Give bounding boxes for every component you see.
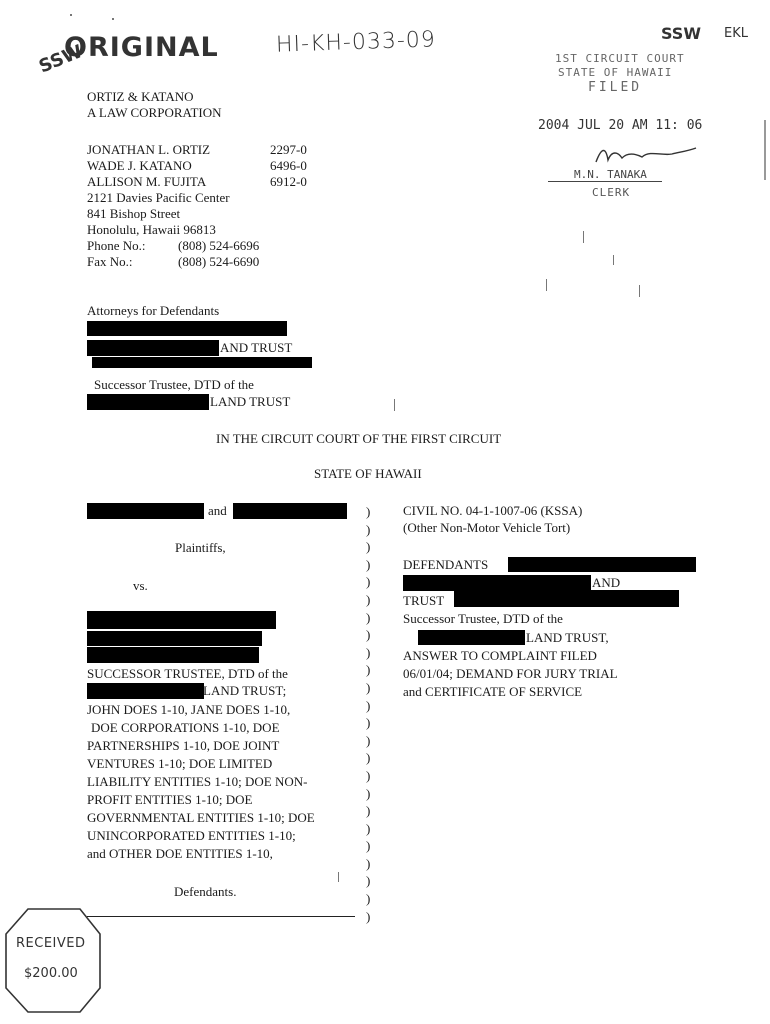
stamp-clerk-title: CLERK bbox=[592, 186, 631, 199]
fax-number: (808) 524-6690 bbox=[178, 254, 260, 269]
original-stamp: ORIGINAL bbox=[64, 32, 219, 63]
right-defendants: DEFENDANTS bbox=[403, 557, 489, 572]
doe-line: GOVERNMENTAL ENTITIES 1-10; DOE bbox=[87, 810, 315, 825]
redaction-box bbox=[418, 630, 525, 645]
defendant-land-trust: LAND TRUST; bbox=[203, 683, 287, 698]
scan-mark bbox=[338, 872, 339, 882]
plaintiffs-and: and bbox=[208, 503, 227, 518]
right-trust: TRUST bbox=[403, 593, 445, 608]
received-amount: $200.00 bbox=[24, 966, 78, 981]
attorney-1-name: JONATHAN L. ORTIZ bbox=[87, 142, 211, 157]
doe-line: PROFIT ENTITIES 1-10; DOE bbox=[87, 792, 253, 807]
doe-line: VENTURES 1-10; DOE LIMITED bbox=[87, 756, 273, 771]
scan-mark bbox=[639, 285, 640, 297]
redaction-box bbox=[454, 590, 679, 607]
scan-mark bbox=[613, 255, 614, 265]
redaction-box bbox=[87, 611, 276, 629]
ekl-initials: EKL bbox=[724, 26, 748, 41]
caption-rule bbox=[87, 916, 355, 917]
scan-mark bbox=[112, 18, 114, 20]
received-label: RECEIVED bbox=[16, 936, 86, 951]
court-title: IN THE CIRCUIT COURT OF THE FIRST CIRCUIT bbox=[216, 431, 502, 446]
redaction-box bbox=[233, 503, 347, 519]
doe-line: DOE CORPORATIONS 1-10, DOE bbox=[91, 720, 280, 735]
firm-address-2: 841 Bishop Street bbox=[87, 206, 181, 221]
redaction-box bbox=[508, 557, 696, 572]
redaction-box bbox=[87, 647, 259, 663]
attorneys-for-and-trust: AND TRUST bbox=[220, 340, 293, 355]
caption-parenthesis-column: ) ) ) ) ) ) ) ) ) ) ) ) ) ) ) ) ) ) ) ) ) ) ) ) bbox=[366, 504, 371, 924]
scan-mark bbox=[583, 231, 584, 243]
right-and: AND bbox=[592, 575, 621, 590]
answer-title-3: and CERTIFICATE OF SERVICE bbox=[403, 684, 583, 699]
clerk-signature bbox=[592, 142, 702, 168]
civil-number: CIVIL NO. 04-1-1007-06 (KSSA) bbox=[403, 503, 583, 518]
ssw-initials-right: SSW bbox=[661, 24, 701, 43]
redaction-box bbox=[87, 321, 287, 336]
attorneys-for-successor: Successor Trustee, DTD of the bbox=[94, 377, 254, 392]
attorney-2-name: WADE J. KATANO bbox=[87, 158, 192, 173]
redaction-box bbox=[87, 340, 219, 356]
answer-title-1: ANSWER TO COMPLAINT FILED bbox=[403, 648, 597, 663]
firm-name: ORTIZ & KATANO bbox=[87, 89, 194, 104]
attorneys-for-label: Attorneys for Defendants bbox=[87, 303, 220, 318]
stamp-state: STATE OF HAWAII bbox=[558, 66, 673, 79]
handwritten-case-number: HI-KH-033-09 bbox=[275, 27, 437, 58]
stamp-clerk-name: M.N. TANAKA bbox=[574, 168, 647, 181]
doe-line: LIABILITY ENTITIES 1-10; DOE NON- bbox=[87, 774, 308, 789]
plaintiffs-label: Plaintiffs, bbox=[175, 540, 226, 555]
redaction-box bbox=[87, 503, 204, 519]
scan-mark bbox=[764, 120, 766, 180]
redaction-box bbox=[87, 631, 262, 646]
defendant-successor: SUCCESSOR TRUSTEE, DTD of the bbox=[87, 666, 288, 681]
attorney-3-name: ALLISON M. FUJITA bbox=[87, 174, 207, 189]
firm-type: A LAW CORPORATION bbox=[87, 105, 222, 120]
attorney-3-number: 6912-0 bbox=[270, 174, 307, 189]
doe-line: and OTHER DOE ENTITIES 1-10, bbox=[87, 846, 273, 861]
stamp-datetime: 2004 JUL 20 AM 11: 06 bbox=[538, 118, 703, 133]
defendants-label: Defendants. bbox=[174, 884, 237, 899]
attorneys-for-land-trust: LAND TRUST bbox=[210, 394, 291, 409]
redaction-box bbox=[87, 683, 204, 699]
court-state: STATE OF HAWAII bbox=[314, 466, 422, 481]
scan-mark bbox=[70, 14, 72, 16]
doe-line: JOHN DOES 1-10, JANE DOES 1-10, bbox=[87, 702, 291, 717]
answer-title-2: 06/01/04; DEMAND FOR JURY TRIAL bbox=[403, 666, 618, 681]
attorney-1-number: 2297-0 bbox=[270, 142, 307, 157]
redaction-box bbox=[403, 575, 591, 591]
received-stamp-border bbox=[0, 906, 104, 1016]
firm-address-1: 2121 Davies Pacific Center bbox=[87, 190, 230, 205]
stamp-court: 1ST CIRCUIT COURT bbox=[555, 52, 685, 65]
doe-line: UNINCORPORATED ENTITIES 1-10; bbox=[87, 828, 296, 843]
firm-address-3: Honolulu, Hawaii 96813 bbox=[87, 222, 216, 237]
case-type: (Other Non-Motor Vehicle Tort) bbox=[403, 520, 571, 535]
stamp-filed: FILED bbox=[588, 80, 643, 95]
scan-mark bbox=[394, 399, 395, 411]
doe-line: PARTNERSHIPS 1-10, DOE JOINT bbox=[87, 738, 280, 753]
fax-label: Fax No.: bbox=[87, 254, 133, 269]
right-land-trust: LAND TRUST, bbox=[526, 630, 609, 645]
redaction-box bbox=[92, 357, 312, 368]
stamp-clerk-rule bbox=[548, 181, 662, 182]
ssw-initials-left: SSW bbox=[36, 41, 86, 78]
phone-number: (808) 524-6696 bbox=[178, 238, 260, 253]
redaction-box bbox=[87, 394, 209, 410]
versus: vs. bbox=[133, 578, 148, 593]
scan-mark bbox=[546, 279, 547, 291]
phone-label: Phone No.: bbox=[87, 238, 146, 253]
right-successor: Successor Trustee, DTD of the bbox=[403, 611, 563, 626]
attorney-2-number: 6496-0 bbox=[270, 158, 307, 173]
